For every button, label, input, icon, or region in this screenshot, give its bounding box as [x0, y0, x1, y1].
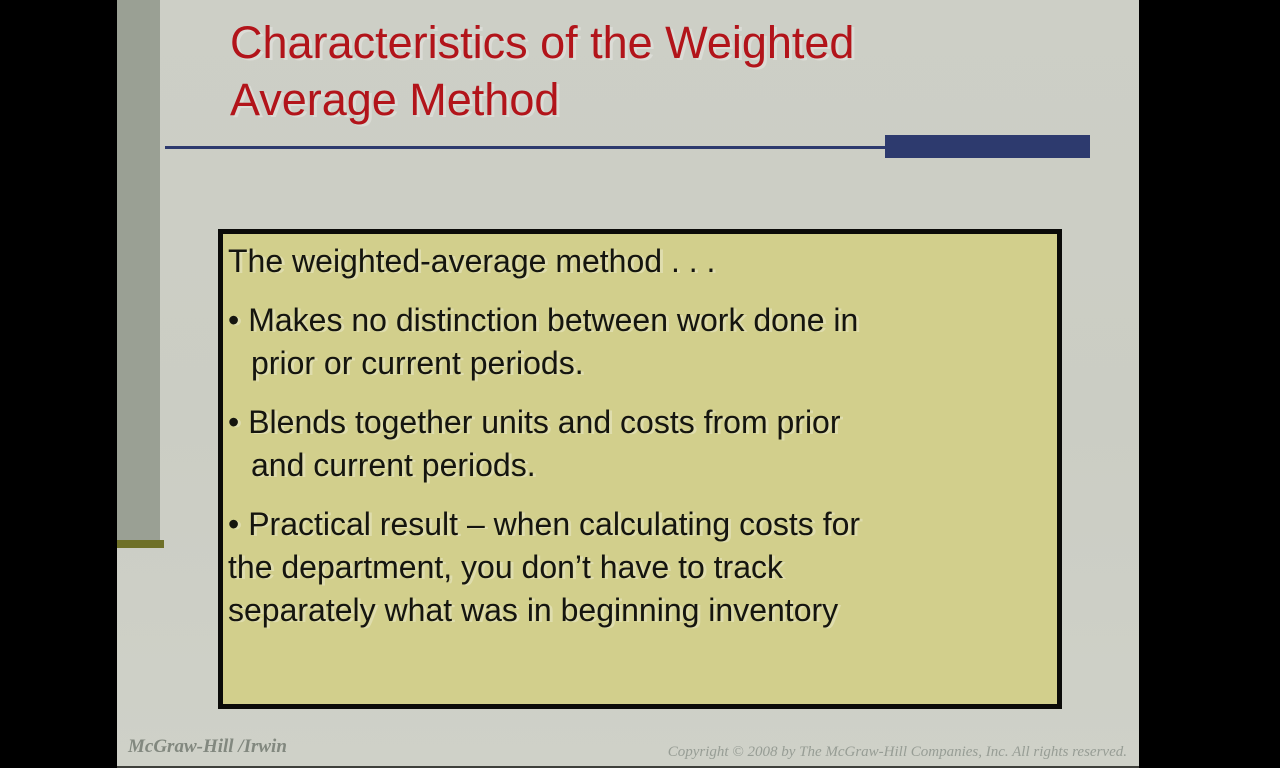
sidebar-bar — [117, 0, 160, 540]
intro-text: The weighted-average method . . . — [228, 243, 716, 279]
left-letterbox — [0, 0, 117, 768]
bullet-line: Blends together units and costs from prior — [248, 404, 841, 440]
intro-paragraph — [228, 240, 1053, 283]
bullet-line: Makes no distinction between work done in — [248, 302, 859, 338]
footer-brand: McGraw-Hill /Irwin — [128, 736, 287, 757]
bullet-line: prior or current periods. — [251, 345, 584, 381]
bullet-line: separately what was in beginning inventory — [228, 592, 839, 628]
slide — [117, 0, 1139, 768]
footer-copyright: Copyright © 2008 by The McGraw-Hill Companies, Inc. All rights reserved. — [667, 744, 1127, 760]
bullet-item — [228, 299, 1053, 385]
page-title — [230, 14, 854, 128]
bullet-item — [228, 401, 1053, 487]
bullet-line: Practical result – when calculating costs for — [248, 506, 861, 542]
page-title-line-1: Characteristics of the Weighted — [230, 17, 855, 68]
title-underline — [165, 146, 886, 149]
bullet-line: and current periods. — [251, 447, 536, 483]
bullet-marker: • — [228, 506, 240, 542]
page-title-line-2: Average Method — [230, 74, 560, 125]
sidebar-accent-line — [117, 540, 164, 548]
bullet-marker: • — [228, 302, 240, 338]
right-letterbox — [1139, 0, 1280, 768]
bullet-line: the department, you don’t have to track — [228, 549, 783, 585]
bullet-item — [228, 503, 1053, 632]
content-box — [218, 229, 1062, 709]
bullet-marker: • — [228, 404, 240, 440]
title-accent-bar — [885, 135, 1090, 158]
